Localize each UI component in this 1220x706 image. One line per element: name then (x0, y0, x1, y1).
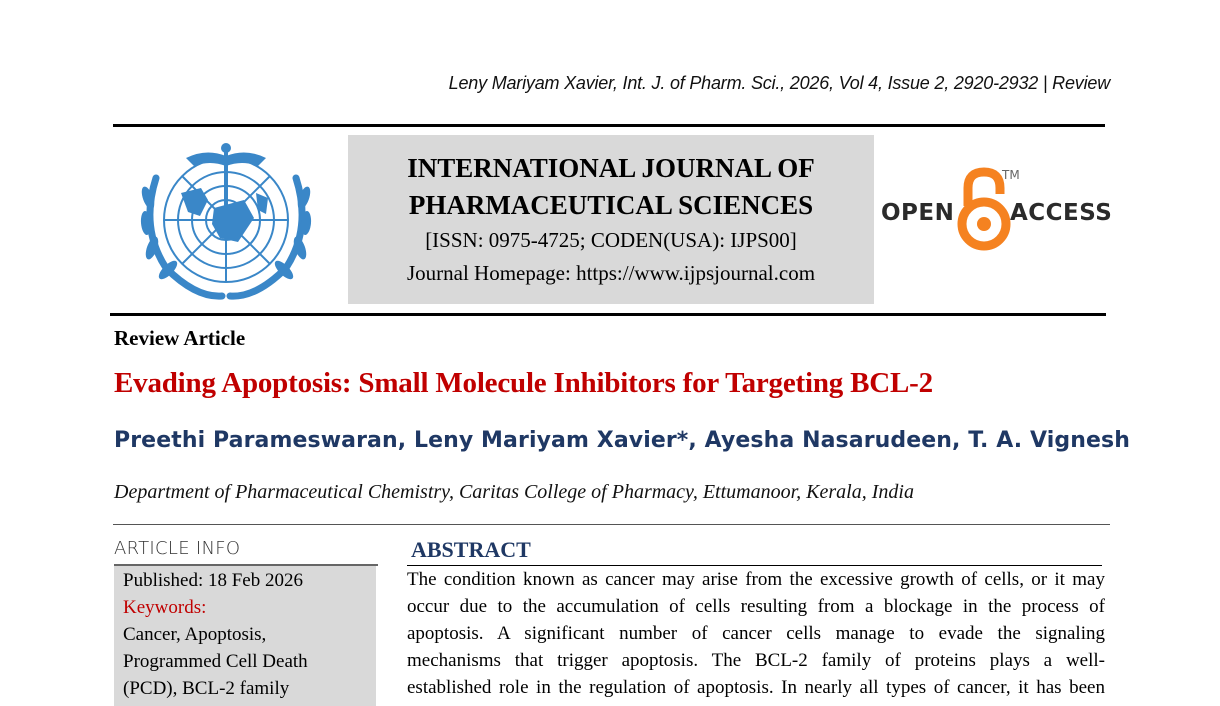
abstract-line: occur due to the accumulation of cells resulting from a blockage in the process of (407, 596, 1105, 617)
article-title: Evading Apoptosis: Small Molecule Inhibitors for Targeting BCL-2 (114, 367, 933, 399)
running-header: Leny Mariyam Xavier, Int. J. of Pharm. Sci., 2026, Vol 4, Issue 2, 2920-2932 | Review (448, 73, 1110, 93)
keywords-label: Keywords: (123, 597, 207, 618)
open-access-word-access: ACCESS (1010, 200, 1113, 226)
journal-name (348, 150, 874, 224)
open-access-logo (878, 162, 1113, 257)
keywords-line: (PCD), BCL-2 family (123, 678, 290, 699)
abstract-line: apoptosis. A significant number of cancer cells manage to evade the signaling (407, 623, 1105, 644)
open-access-word-open: OPEN (881, 200, 955, 226)
keywords-line: Cancer, Apoptosis, (123, 624, 267, 645)
journal-issn: [ISSN: 0975-4725; CODEN(USA): IJPS00] (425, 228, 797, 252)
top-rule (113, 124, 1105, 127)
journal-homepage: Journal Homepage: https://www.ijpsjournal.com (406, 261, 816, 285)
abstract-line: mechanisms that trigger apoptosis. The BCL-2 family of proteins plays a well- (407, 650, 1105, 671)
published-date: Published: 18 Feb 2026 (123, 570, 303, 591)
abstract-line: established role in the regulation of apoptosis. In nearly all types of cancer, it has been (407, 677, 1105, 698)
abstract-body (407, 566, 1105, 701)
abstract-line: The condition known as cancer may arise from the excessive growth of cells, or it may (407, 569, 1105, 590)
journal-name-line1: INTERNATIONAL JOURNAL OF (407, 153, 815, 183)
article-info-box (114, 566, 376, 706)
masthead-bottom-rule (110, 313, 1106, 316)
article-type: Review Article (114, 326, 246, 350)
abstract-heading: ABSTRACT (411, 537, 531, 562)
article-info-heading: ARTICLE INFO (114, 538, 241, 559)
article-affiliation: Department of Pharmaceutical Chemistry, Caritas College of Pharmacy, Ettumanoor, Kerala, India (114, 481, 914, 503)
article-authors: Preethi Parameswaran, Leny Mariyam Xavier*, Ayesha Nasarudeen, T. A. Vignesh (114, 428, 1130, 453)
journal-name-line2: PHARMACEUTICAL SCIENCES (408, 190, 814, 220)
affiliation-divider (113, 524, 1110, 525)
journal-masthead-box (348, 135, 874, 304)
journal-emblem-icon (126, 138, 326, 306)
keywords-line: Programmed Cell Death (123, 651, 308, 672)
trademark-mark: TM (1002, 168, 1020, 182)
